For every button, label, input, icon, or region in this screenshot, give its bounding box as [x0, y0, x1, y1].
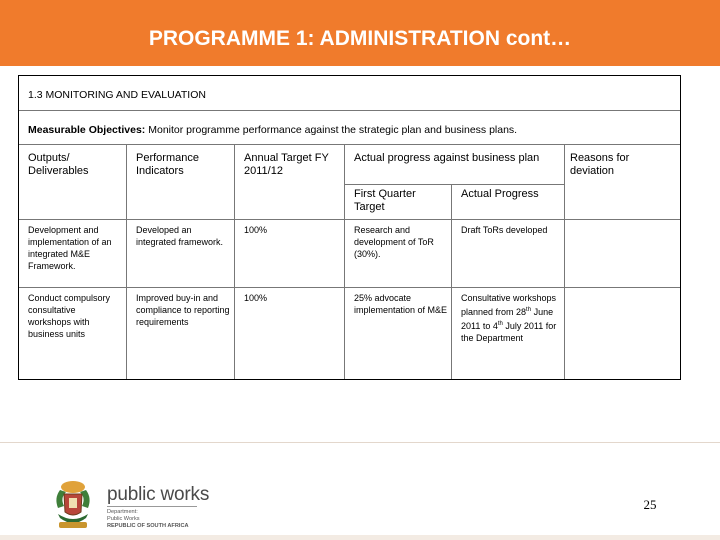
row1-first-quarter: Research and development of ToR (30%). — [354, 225, 434, 259]
row2-actual: Consultative workshops planned from 28th June 2011 to 4th July 2011 for the Department — [461, 293, 557, 343]
row1-outputs: Development and implementation of an integrated M&E Framework. — [28, 225, 112, 271]
content-table — [18, 75, 681, 380]
row1-indicators: Developed an integrated framework. — [136, 225, 224, 247]
row1-target: 100% — [244, 225, 268, 235]
col-header-indicators: Performance Indicators — [136, 152, 199, 177]
objective-text: Monitor programme performance against the strategic plan and business plans. — [145, 124, 518, 136]
row2-outputs: Conduct compulsory consultative workshops with business units — [28, 293, 111, 339]
measurable-objectives — [19, 111, 680, 145]
page-number: 25 — [643, 497, 657, 512]
section-title: 1.3 MONITORING AND EVALUATION — [19, 76, 680, 111]
row2-indicators: Improved buy-in and compliance to reporting requirements — [136, 293, 230, 327]
footer-bar — [0, 535, 720, 540]
col-header-outputs: Outputs/ Deliverables — [28, 152, 89, 177]
page-title: PROGRAMME 1: ADMINISTRATION cont… — [148, 27, 572, 50]
brand-department: Department: — [107, 509, 138, 515]
brand-divider — [107, 506, 197, 507]
col-header-actual-progress: Actual progress against business plan — [354, 152, 540, 164]
col-header-reasons: Reasons for deviation — [570, 152, 630, 177]
objective-label: Measurable Objectives: — [28, 124, 146, 136]
brand-name: public works — [107, 484, 210, 505]
coat-of-arms-logo — [50, 478, 96, 532]
row1-actual: Draft ToRs developed — [461, 225, 548, 235]
col-header-actual: Actual Progress — [461, 188, 539, 200]
col-header-first-quarter: First Quarter Target — [354, 188, 416, 213]
col-header-annual-target: Annual Target FY 2011/12 — [244, 152, 329, 177]
footer-divider — [0, 442, 720, 443]
row2-target: 100% — [244, 293, 268, 303]
row2-first-quarter: 25% advocate implementation of M&E — [354, 293, 448, 315]
brand-public-works: Public Works — [107, 516, 140, 522]
brand-republic: REPUBLIC OF SOUTH AFRICA — [107, 523, 189, 529]
